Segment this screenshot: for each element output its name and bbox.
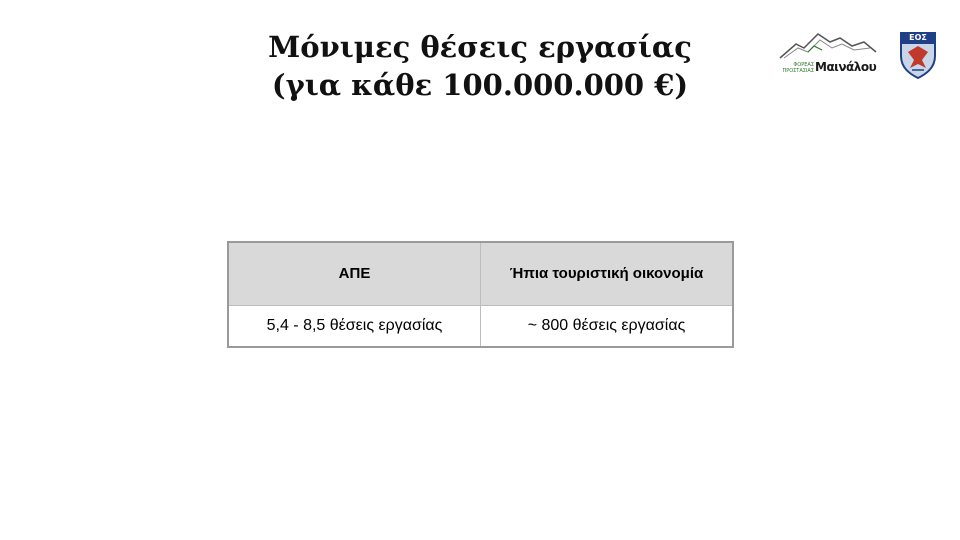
slide-title	[180, 28, 780, 104]
cell-tourism-jobs: ~ 800 θέσεις εργασίας	[481, 306, 734, 348]
table-header-row	[228, 242, 733, 306]
slide-title-line-1: Μόνιμες θέσεις εργασίας	[268, 30, 692, 64]
cell-ape-jobs: 5,4 - 8,5 θέσεις εργασίας	[228, 306, 481, 348]
jobs-comparison-table	[227, 241, 734, 348]
table-row	[228, 306, 733, 348]
eos-shield-logo	[898, 30, 938, 80]
header-ape: ΑΠΕ	[228, 242, 481, 306]
mainalou-protection-logo	[778, 28, 878, 80]
slide-title-line-2: (για κάθε 100.000.000 €)	[271, 68, 689, 102]
header-mild-tourism: Ήπια τουριστική οικονομία	[481, 242, 734, 306]
mainalou-logo-small-text: ΦΟΡΕΑΣ ΠΡΟΣΤΑΣΙΑΣ	[782, 62, 814, 74]
mainalou-logo-name: Μαινάλου	[815, 60, 877, 74]
mountain-icon	[778, 28, 878, 64]
eos-logo-text: ΕΟΣ	[909, 33, 927, 42]
